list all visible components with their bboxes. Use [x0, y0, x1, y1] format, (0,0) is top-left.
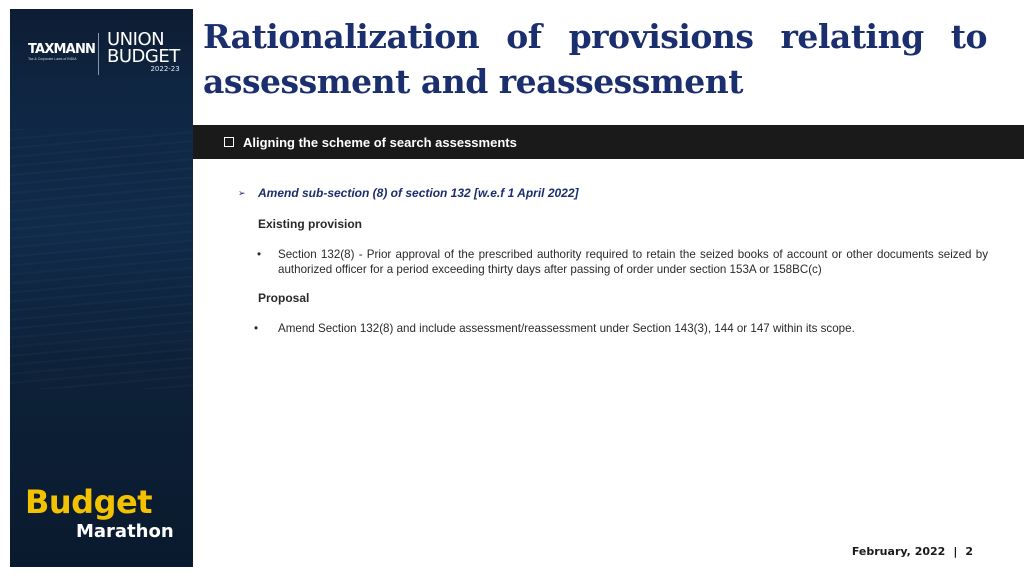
page-title: Rationalization of provisions relating to assessment and reassessment [203, 17, 987, 101]
footer [852, 545, 973, 558]
budget-marathon-logo-budget: Budget [25, 483, 152, 521]
section-label: Aligning the scheme of search assessments [243, 134, 517, 150]
footer-date: February, 2022 [851, 545, 946, 558]
proposal-bullet [254, 321, 985, 336]
logo-divider [98, 33, 99, 75]
proposal-text: Amend Section 132(8) and include assessment/reassessment under Section 143(3), 144 or 147 within its scope. [278, 322, 855, 335]
existing-provision-text: Section 132(8) - Prior approval of the prescribed authority required to retain the seized books of account or other documents seized by authorized officer for a period exceeding thirty days after passing of order under section 153A or 158BC(c) [278, 248, 988, 276]
taxmann-logo-name: TAXMANN [28, 42, 96, 57]
proposal-heading: Proposal [258, 291, 310, 305]
arrow-bullet-icon: ➢ [238, 187, 246, 198]
section-header-bar [193, 125, 1024, 159]
page-number: 2 [965, 545, 973, 558]
union-budget-year: 2022-23 [150, 65, 180, 73]
union-budget-line1: UNION [107, 29, 165, 50]
footer-separator: | [953, 545, 958, 558]
checkbox-bullet-icon [224, 137, 234, 147]
amend-heading: Amend sub-section (8) of section 132 [w.e.f 1 April 2022] [258, 186, 579, 200]
existing-provision-bullet [257, 247, 988, 277]
budget-marathon-logo-marathon: Marathon [76, 521, 174, 542]
taxmann-logo-tagline: Tax & Corporate Laws of INDIA [28, 57, 77, 61]
union-budget-logo [107, 31, 180, 74]
existing-provision-heading: Existing provision [258, 217, 363, 231]
bullet-dot-icon: • [257, 248, 262, 261]
union-budget-line2: BUDGET [107, 46, 180, 67]
bullet-dot-icon: • [254, 322, 259, 335]
amend-heading-row [238, 186, 579, 200]
taxmann-logo [28, 31, 96, 62]
logo-row [28, 31, 180, 75]
sidebar-panel [10, 9, 193, 567]
